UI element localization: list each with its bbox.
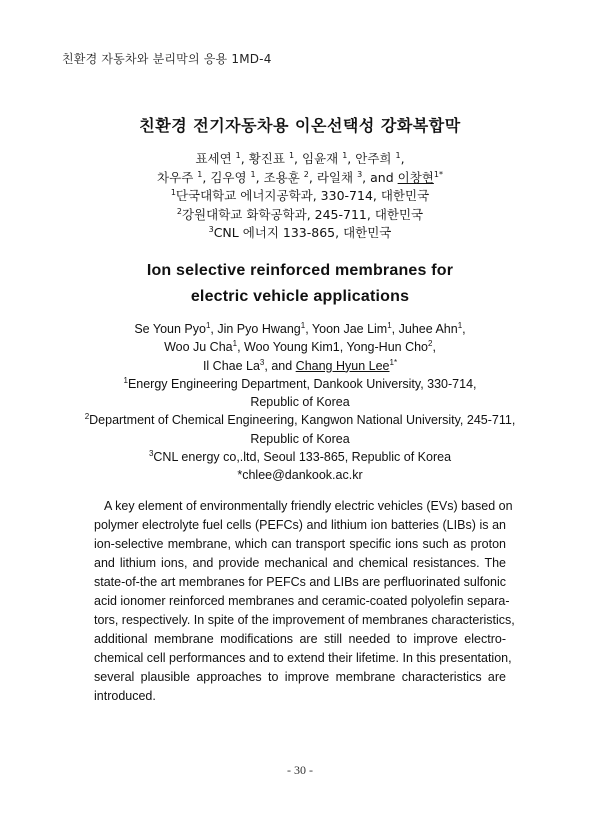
affiliation-text: 단국대학교 에너지공학과, 330-714, 대한민국 [175,188,430,203]
author-name: 표세연 [195,151,232,166]
author-name: Yong-Hun Cho [346,340,428,355]
english-author-block [0,320,600,485]
author-name: Juhee Ahn [398,322,458,336]
korean-title: 친환경 전기자동차용 이온선택성 강화복합막 [139,116,461,135]
author-sup: 1 [300,320,306,330]
abstract-line: additional membrane modifications are still needed to improve electro- [94,632,506,646]
abstract-body [94,497,515,706]
author-name: 차우주 [157,169,194,185]
abstract-line: several plausible approaches to improve membrane characteristics are [94,670,506,684]
author-sup: 1 [197,169,203,179]
page-number: - 30 - [287,763,313,777]
affiliation-text: Department of Chemical Engineering, Kangwon National University, 245-711, [89,413,516,428]
affiliation-sup: 3 [208,224,214,234]
english-title [0,258,600,310]
author-name: 안주희 [355,151,392,166]
author-name: 라일채 [316,169,354,185]
abstract-line: state-of-the art membranes for PEFCs and LIBs are perfluorinated sulfonic [94,575,506,589]
abstract-line: and lithium ions, and provide mechanical and chemical resistances. The [94,556,506,570]
korean-affiliation-3 [0,224,600,243]
author-sup: 2 [303,169,309,179]
author-sup: 1 [250,169,256,179]
abstract-line: ion-selective membrane, which can transport specific ions such as proton [94,537,506,551]
affiliation-text: CNL energy co,.ltd, Seoul 133-865, Republic of Korea [153,450,452,465]
abstract-line: chemical cell performances and to extend their lifetime. In this presentation, [94,651,512,665]
affiliation-text: CNL 에너지 133-865, 대한민국 [213,225,392,240]
author-name: Il Chae La [202,358,260,373]
author-sup: 1 [387,320,392,330]
affiliation-sup: 2 [84,412,90,422]
english-affiliation-1 [0,375,600,393]
corresponding-author-name: 이창현 [397,169,434,185]
corresponding-author-name: Chang Hyun Lee [295,358,390,373]
author-sup: 1 [288,150,295,160]
author-sup: 1 [235,150,241,160]
author-sup: 1 [457,320,463,330]
affiliation-text: Energy Engineering Department, Dankook University, 330-714, [127,376,477,391]
author-sup: 1 [395,150,401,160]
and-word: and [370,169,394,185]
english-authors-line-3: Il Chae La$^3$, and Chang Hyun Lee$^{1*}$ [202,357,398,373]
affiliation-sup: 1 [170,187,176,197]
korean-author-block [0,150,600,243]
affiliation-text: 강원대학교 화학공학과, 245-711, 대한민국 [181,206,424,222]
author-name: Se Youn Pyo [134,322,206,336]
english-authors-line-2: Woo Ju Cha$^1$, Woo Young Kim1, Yong-Hun Cho$^2$, [164,339,436,355]
abstract-line: A key element of environmentally friendly electric vehicles (EVs) based on [104,499,513,513]
korean-authors-line-2: 차우주 $^1$, 김우영 $^1$, 조용훈 $^2$, 라일채 $^3$, and 이창현$^{1*}$ [157,169,443,185]
author-sup: 1 [342,150,348,160]
english-authors-line-1: Se Youn Pyo$^1$, Jin Pyo Hwang$^1$, Yoon Jae Lim$^1$, Juhee Ahn$^1$, [134,320,466,336]
abstract-line: polymer electrolyte fuel cells (PEFCs) and lithium ion batteries (LIBs) is an [94,518,506,532]
abstract-line: introduced. [94,689,156,703]
english-title-line-1: Ion selective reinforced membranes for [146,262,454,279]
author-sup: 1* [389,357,398,367]
author-name: 임윤재 [301,151,339,166]
korean-affiliation-1 [0,187,600,206]
author-sup: 1 [205,320,211,330]
english-affiliation-2-cont: Republic of Korea [250,431,350,446]
english-affiliation-3 [0,448,600,466]
running-header: 친환경 자동차와 분리막의 응용 1MD-4 [62,52,272,66]
english-affiliation-1-cont: Republic of Korea [250,395,350,410]
author-sup: 3 [259,357,265,367]
author-name: Woo Young Kim1 [244,340,340,355]
author-sup: 1 [232,339,238,349]
english-title-line-2: electric vehicle applications [190,288,410,305]
author-name: 황진표 [248,151,285,166]
affiliation-sup: 3 [148,448,154,458]
author-sup: 3 [357,169,363,179]
abstract-line: acid ionomer reinforced membranes and ceramic-coated polyolefin separa- [94,594,510,608]
author-name: 김우영 [210,169,247,185]
author-sup: 2 [428,339,433,349]
author-name: Jin Pyo Hwang [217,322,301,336]
author-sup: 1* [433,169,443,179]
affiliation-sup: 2 [176,206,182,216]
korean-authors-line-1: 표세연 $^1$, 황진표 $^1$, 임윤재 $^1$, 안주희 $^1$, [195,150,405,166]
affiliation-sup: 1 [123,375,128,385]
author-name: Woo Ju Cha [164,340,233,355]
author-name: 조용훈 [263,169,300,185]
english-affiliation-2 [0,411,600,429]
and-word: and [271,358,293,373]
abstract-line: tors, respectively. In spite of the improvement of membranes characteristics, [94,613,515,627]
corresponding-email: *chlee@dankook.ac.kr [237,468,363,483]
author-name: Yoon Jae Lim [311,322,388,336]
korean-affiliation-2 [0,206,600,225]
